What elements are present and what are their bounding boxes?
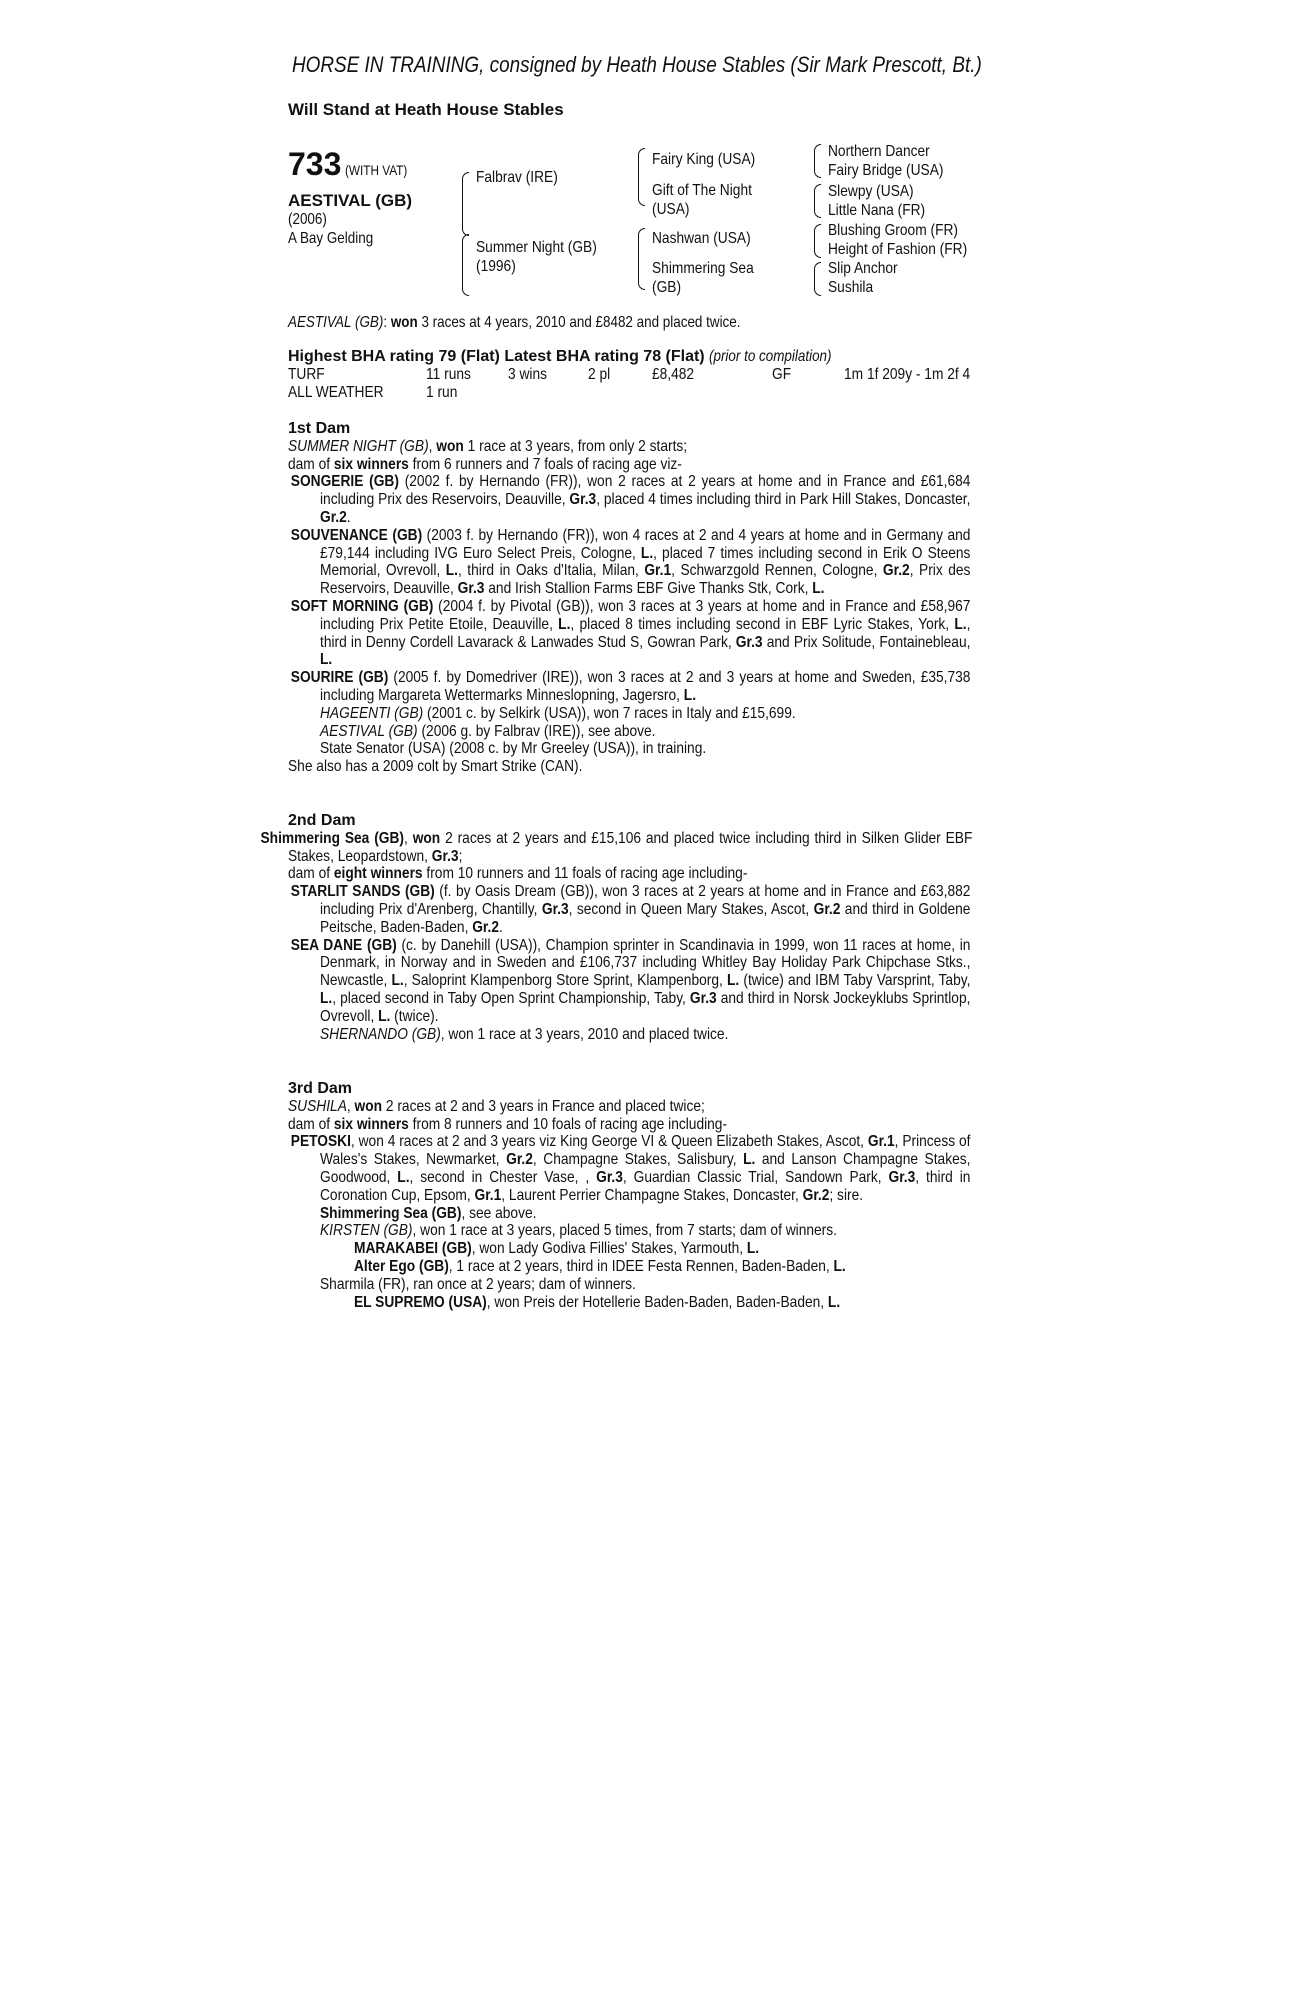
- produce-text: , placed 7 times including second in Erik O Steens Memorial, Ovrevoll,: [320, 544, 971, 580]
- second-dam-section: 2nd Dam Shimmering Sea (GB), won 2 races at 2 years and £15,106 and placed twice including third in Silken Glider EBF Stakes, Leopardstown, Gr.3; dam of eight winners from 10 runners and 11 foals of racing age including- STARLIT SANDS (GB) (f. by Oasis Dream (GB)), won 3 races at 2 years at home and in France and £63,882 including Prix d'Arenberg, Chantilly, Gr.3, second in Queen Mary Stakes, Ascot, Gr.2 and third in Goldene Peitsche, Baden-Baden, Gr.2. SEA DANE (GB) (c. by Danehill (USA)), Champion sprinter in Scandinavia in 1999, won 11 races at home, in Denmark, in Norway and in Sweden and £106,737 including Whitley Bay Holiday Park Chipchase Stks., Newcastle, L., Saloprint Klampenborg Store Sprint, Klampenborg, L. (twice) and IBM Taby Varsprint, Taby, L., placed second in Taby Open Sprint Championship, Taby, Gr.3 and third in Norsk Jockeyklubs Sprintlop, Ovrevoll, L. (twice). SHERNANDO (GB), won 1 race at 3 years, 2010 and placed twice.: [288, 812, 1006, 1043]
- pedigree-sire-dam-origin: (USA): [652, 201, 690, 218]
- produce-name: AESTIVAL (GB): [320, 722, 418, 740]
- pedigree-brace: [638, 228, 645, 290]
- stats-wins: 3 wins: [508, 366, 548, 383]
- race-stats-table: [288, 366, 1028, 401]
- produce-text: (2001 c. by Selkirk (USA)), won 7 races in Italy and £15,699.: [423, 704, 796, 722]
- grade-label: Gr.3: [457, 580, 485, 598]
- pedigree-dam: Summer Night (GB): [476, 239, 597, 256]
- grade-label: L.: [320, 651, 333, 669]
- grade-label: Gr.2: [320, 508, 347, 526]
- produce-text: , won 1 race at 3 years, placed 5 times, from 7 starts; dam of winners.: [412, 1222, 837, 1240]
- dam-record: 2 races at 2 and 3 years in France and placed twice;: [382, 1097, 705, 1115]
- pedigree-dam-sire: Nashwan (USA): [652, 230, 751, 247]
- pedigree-dss: Blushing Groom (FR): [828, 222, 958, 239]
- won-label: won: [354, 1097, 383, 1115]
- won-label: won: [436, 437, 464, 455]
- grade-label: Gr.2: [813, 900, 841, 918]
- summary-won: won: [390, 314, 418, 331]
- produce-entry: [288, 1026, 1006, 1044]
- produce-text: , third in Coronation Cup, Epsom,: [320, 1168, 971, 1204]
- grade-label: Gr.3: [735, 633, 763, 651]
- grade-label: L.: [726, 972, 740, 990]
- produce-name: SEA DANE (GB): [290, 936, 397, 954]
- grade-label: L.: [746, 1240, 760, 1258]
- produce-text: , third in Denny Cordell Lavarack & Lanwades Stud S, Gowran Park,: [320, 615, 971, 651]
- grade-label: L.: [640, 544, 654, 562]
- produce-text: and Irish Stallion Farms EBF Give Thanks Stk, Cork,: [484, 580, 813, 598]
- stats-runs: 11 runs: [426, 366, 471, 383]
- produce-text: , 1 race at 2 years, third in IDEE Festa Rennen, Baden-Baden,: [448, 1257, 834, 1275]
- bha-rating: [288, 348, 855, 366]
- grade-label: L.: [743, 1151, 756, 1169]
- produce-entry: [288, 1133, 1006, 1204]
- stats-runs: 1 run: [426, 383, 458, 401]
- produce-text: , Saloprint Klampenborg Store Sprint, Klampenborg,: [403, 972, 727, 990]
- dam-name: SUSHILA: [288, 1097, 347, 1115]
- dam-of-label: dam of: [288, 455, 334, 473]
- pedigree-sds: Slewpy (USA): [828, 183, 914, 200]
- first-dam-section: 1st Dam SUMMER NIGHT (GB), won 1 race at 3 years, from only 2 starts; dam of six winners from 6 runners and 7 foals of racing age viz- SONGERIE (GB) (2002 f. by Hernando (FR)), won 2 races at 2 years at home and in France and £61,684 including Prix des Reservoirs, Deauville, Gr.3, placed 4 times including third in Park Hill Stakes, Doncaster, Gr.2. SOUVENANCE (GB) (2003 f. by Hernando (FR)), won 4 races at 2 and 4 years at home and in Germany and £79,144 including IVG Euro Select Preis, Cologne, L., placed 7 times including second in Erik O Steens Memorial, Ovrevoll, L., third in Oaks d'Italia, Milan, Gr.1, Schwarzgold Rennen, Cologne, Gr.2, Prix des Reservoirs, Deauville, Gr.3 and Irish Stallion Farms EBF Give Thanks Stk, Cork, L. SOFT MORNING (GB) (2004 f. by Pivotal (GB)), won 3 races at 3 years at home and in France and £58,967 including Prix Petite Etoile, Deauville, L., placed 8 times including second in EBF Lyric Stakes, York, L., third in Denny Cordell Lavarack & Lanwades Stud S, Gowran Park, Gr.3 and Prix Solitude, Fontainebleau, L. SOURIRE (GB) (2005 f. by Domedriver (IRE)), won 3 races at 2 and 3 years at home and Sweden, £35,738 including Margareta Wettermarks Minneslopning, Jagersro, L. HAGEENTI (GB) (2001 c. by Selkirk (USA)), won 7 races in Italy and £15,699. AESTIVAL (GB) (2006 g. by Falbrav (IRE)), see above. State Senator (USA) (2008 c. by Mr Greeley (USA)), in training. She also has a 2009 colt by Smart Strike (CAN).: [288, 420, 1006, 776]
- dam-of-label: dam of: [288, 865, 334, 883]
- produce-text: (twice).: [390, 1007, 439, 1025]
- dam-record: ;: [458, 847, 463, 865]
- third-dam-section: 3rd Dam SUSHILA, won 2 races at 2 and 3 years in France and placed twice; dam of six winners from 8 runners and 10 foals of racing age including- PETOSKI, won 4 races at 2 and 3 years viz King George VI & Queen Elizabeth Stakes, Ascot, Gr.1, Princess of Wales's Stakes, Newmarket, Gr.2, Champagne Stakes, Salisbury, L. and Lanson Champagne Stakes, Goodwood, L., second in Chester Vase, , Gr.3, Guardian Classic Trial, Sandown Park, Gr.3, third in Coronation Cup, Epsom, Gr.1, Laurent Perrier Champagne Stakes, Doncaster, Gr.2; sire. Shimmering Sea (GB), see above. KIRSTEN (GB), won 1 race at 3 years, placed 5 times, from 7 starts; dam of winners. MARAKABEI (GB), won Lady Godiva Fillies' Stakes, Yarmouth, L. Alter Ego (GB), 1 race at 2 years, third in IDEE Festa Rennen, Baden-Baden, L. Sharmila (FR), ran once at 2 years; dam of winners. EL SUPREMO (USA), won Preis der Hotellerie Baden-Baden, Baden-Baden, L.: [288, 1080, 1006, 1311]
- grade-label: Gr.2: [882, 562, 910, 580]
- dam-produce-summary: from 10 runners and 11 foals of racing age including-: [422, 865, 748, 883]
- produce-text: , won Lady Godiva Fillies' Stakes, Yarmouth,: [471, 1240, 747, 1258]
- stats-surface: ALL WEATHER: [288, 383, 384, 401]
- stats-distance: 1m 1f 209y - 1m 2f 4: [844, 366, 971, 383]
- produce-entry: [288, 1258, 1006, 1276]
- pedigree-brace: [814, 144, 821, 178]
- grade-label: Gr.3: [596, 1168, 623, 1186]
- produce-text: , Laurent Perrier Champagne Stakes, Doncaster,: [501, 1186, 803, 1204]
- grade-label: Gr.3: [541, 900, 569, 918]
- produce-entry: [288, 598, 1006, 669]
- produce-entry: [288, 705, 1006, 723]
- produce-text: , third in Oaks d'Italia, Milan,: [457, 562, 645, 580]
- produce-text: , Prix des Reservoirs, Deauville,: [320, 562, 971, 598]
- pedigree-dsd: Height of Fashion (FR): [828, 241, 968, 258]
- produce-entry: [288, 883, 1006, 936]
- dam-record: 1 race at 3 years, from only 2 starts;: [463, 437, 688, 455]
- produce-entry: [288, 527, 1006, 598]
- grade-label: L.: [320, 989, 333, 1007]
- grade-label: Gr.3: [689, 989, 717, 1007]
- pedigree-brace: [814, 184, 821, 218]
- pedigree-sire-dam: Gift of The Night: [652, 182, 752, 199]
- pedigree-brace: [638, 148, 645, 206]
- produce-text: , won 4 races at 2 and 3 years viz King George VI & Queen Elizabeth Stakes, Ascot,: [350, 1133, 868, 1151]
- produce-name: HAGEENTI (GB): [320, 704, 424, 722]
- produce-text: .: [499, 918, 503, 936]
- grade-label: L.: [683, 686, 697, 704]
- produce-name: PETOSKI: [290, 1133, 351, 1151]
- grade-label: L.: [812, 580, 825, 598]
- grade-label: Gr.2: [506, 1151, 533, 1169]
- dam-produce-summary: from 6 runners and 7 foals of racing age viz-: [408, 455, 682, 473]
- produce-text: , won Preis der Hotellerie Baden-Baden, Baden-Baden,: [486, 1293, 828, 1311]
- grade-label: Gr.3: [569, 491, 597, 509]
- produce-text: (twice) and IBM Taby Varsprint, Taby,: [739, 972, 971, 990]
- produce-entry: [288, 1294, 1006, 1312]
- produce-text: (2006 g. by Falbrav (IRE)), see above.: [417, 722, 656, 740]
- grade-label: L.: [378, 1007, 391, 1025]
- produce-name: Alter Ego (GB): [354, 1257, 449, 1275]
- will-stand-note: Will Stand at Heath House Stables: [288, 100, 564, 119]
- grade-label: L.: [558, 615, 571, 633]
- dam-name: Shimmering Sea (GB): [260, 829, 405, 847]
- produce-entry: [288, 669, 1006, 705]
- produce-text: State Senator (USA) (2008 c. by Mr Greeley (USA)), in training.: [320, 740, 707, 758]
- produce-text: (2004 f. by Pivotal (GB)), won 3 races at 3 years at home and in France and £58,967 including Prix Petite Etoile, Deauville,: [320, 597, 971, 633]
- stats-row-turf: [288, 366, 1028, 384]
- produce-entry: [288, 1205, 1006, 1223]
- produce-text: and Lanson Champagne Stakes, Goodwood,: [320, 1151, 971, 1186]
- produce-text: ; sire.: [829, 1186, 864, 1204]
- produce-entry: [288, 1276, 1006, 1294]
- produce-text: She also has a 2009 colt by Smart Strike (CAN).: [288, 758, 583, 776]
- produce-name: KIRSTEN (GB): [320, 1222, 413, 1240]
- produce-name: SOFT MORNING (GB): [290, 597, 434, 615]
- pedigree-dam-dam: Shimmering Sea: [652, 260, 754, 277]
- pedigree-sire-sire: Fairy King (USA): [652, 151, 756, 168]
- horse-description: A Bay Gelding: [288, 230, 374, 247]
- pedigree-sss: Northern Dancer: [828, 143, 930, 160]
- produce-text: and third in Norsk Jockeyklubs Sprintlop, Ovrevoll,: [320, 989, 971, 1025]
- produce-text: , second in Queen Mary Stakes, Ascot,: [568, 900, 814, 918]
- horse-name: AESTIVAL (GB): [288, 191, 413, 210]
- produce-text: and third in Goldene Peitsche, Baden-Baden,: [320, 900, 971, 936]
- summary-horse-name: AESTIVAL (GB): [288, 314, 384, 331]
- grade-label: L.: [445, 562, 458, 580]
- produce-entry: [288, 473, 1006, 526]
- produce-text: , won 1 race at 3 years, 2010 and placed twice.: [440, 1025, 729, 1043]
- pedigree-brace: [462, 234, 469, 296]
- produce-text: Sharmila (FR), ran once at 2 years; dam of winners.: [320, 1275, 636, 1293]
- stats-row-all-weather: [288, 384, 1028, 402]
- pedigree-dds: Slip Anchor: [828, 260, 898, 277]
- produce-entry: [288, 1240, 1006, 1258]
- produce-name: Shimmering Sea (GB): [320, 1204, 462, 1222]
- page-header: HORSE IN TRAINING, consigned by Heath House Stables (Sir Mark Prescott, Bt.): [292, 52, 982, 77]
- won-label: won: [412, 829, 441, 847]
- horse-year: (2006): [288, 211, 327, 228]
- pedigree-dam-dam-origin: (GB): [652, 279, 682, 296]
- produce-name: STARLIT SANDS (GB): [290, 883, 435, 901]
- produce-text: , see above.: [461, 1204, 537, 1222]
- produce-text: , Guardian Classic Trial, Sandown Park,: [622, 1168, 889, 1186]
- lot-number: 733: [288, 146, 342, 182]
- produce-text: (2003 f. by Hernando (FR)), won 4 races at 2 and 4 years at home and in Germany and £79,144 including IVG Euro Select Preis, Cologne,: [320, 526, 971, 562]
- produce-text: and Prix Solitude, Fontainebleau,: [762, 633, 971, 651]
- produce-text: .: [346, 508, 351, 526]
- produce-name: SOUVENANCE (GB): [290, 526, 423, 544]
- dam-record: 2 races at 2 years and £15,106 and placed twice including third in Silken Glider EBF Stakes, Leopardstown,: [288, 829, 973, 865]
- produce-text: , Champagne Stakes, Salisbury,: [532, 1151, 744, 1169]
- produce-text: , Princess of Wales's Stakes, Newmarket,: [320, 1133, 971, 1169]
- winners-count: six winners: [333, 455, 409, 473]
- rating-note: (prior to compilation): [709, 348, 832, 365]
- grade-label: Gr.1: [867, 1133, 895, 1151]
- produce-entry: [288, 1222, 1006, 1240]
- grade-label: L.: [397, 1168, 410, 1186]
- third-dam-heading: 3rd Dam: [288, 1080, 353, 1097]
- second-dam-heading: 2nd Dam: [288, 812, 356, 829]
- stats-placed: 2 pl: [588, 366, 611, 383]
- produce-note: [288, 758, 1006, 776]
- horse-identity: [288, 191, 412, 248]
- grade-label: Gr.2: [472, 918, 500, 936]
- dam-produce-summary: from 8 runners and 10 foals of racing age including-: [408, 1115, 728, 1133]
- produce-text: , placed second in Taby Open Sprint Championship, Taby,: [332, 989, 690, 1007]
- produce-entry: [288, 740, 1006, 758]
- produce-text: (c. by Danehill (USA)), Champion sprinter in Scandinavia in 1999, won 11 races at home, in Denmark, in Norway and in Sweden and £106,737 including Whitley Bay Holiday Park Chipchase Stks., Newcastle,: [320, 936, 971, 990]
- grade-label: Gr.1: [644, 562, 672, 580]
- produce-text: , Schwarzgold Rennen, Cologne,: [671, 562, 883, 580]
- grade-label: Gr.1: [474, 1186, 502, 1204]
- dam-of-label: dam of: [288, 1115, 334, 1133]
- pedigree-ssd: Fairy Bridge (USA): [828, 162, 944, 179]
- produce-name: MARAKABEI (GB): [354, 1240, 472, 1258]
- race-summary: AESTIVAL (GB): won 3 races at 4 years, 2010 and £8482 and placed twice.: [288, 314, 741, 331]
- dam-name: SUMMER NIGHT (GB): [288, 437, 429, 455]
- produce-name: EL SUPREMO (USA): [354, 1293, 487, 1311]
- produce-text: (2005 f. by Domedriver (IRE)), won 3 races at 2 and 3 years at home and Sweden, £35,738 including Margareta Wettermarks Minneslopning, Jagersro,: [320, 669, 971, 704]
- winners-count: eight winners: [333, 865, 423, 883]
- pedigree-sire: Falbrav (IRE): [476, 169, 558, 186]
- rating-values: Highest BHA rating 79 (Flat) Latest BHA rating 78 (Flat): [288, 348, 705, 365]
- stats-surface: TURF: [288, 366, 325, 383]
- summary-rest: 3 races at 4 years, 2010 and £8482 and placed twice.: [417, 314, 741, 331]
- lot-number-block: [288, 146, 420, 183]
- produce-text: (2002 f. by Hernando (FR)), won 2 races at 2 years at home and in France and £61,684 including Prix des Reservoirs, Deauville,: [320, 473, 971, 509]
- produce-text: , second in Chester Vase, ,: [409, 1168, 597, 1186]
- produce-name: SHERNANDO (GB): [320, 1025, 441, 1043]
- pedigree-ddd: Sushila: [828, 279, 874, 296]
- grade-label: L.: [827, 1293, 841, 1311]
- grade-label: L.: [391, 972, 404, 990]
- grade-label: Gr.2: [802, 1186, 830, 1204]
- grade-label: Gr.3: [431, 847, 459, 865]
- grade-label: L.: [954, 615, 967, 633]
- stats-going: GF: [772, 366, 792, 383]
- pedigree-dam-year: (1996): [476, 258, 516, 275]
- pedigree-sdd: Little Nana (FR): [828, 202, 926, 219]
- produce-entry: [288, 723, 1006, 741]
- first-dam-heading: 1st Dam: [288, 420, 351, 437]
- winners-count: six winners: [333, 1115, 409, 1133]
- vat-note: (WITH VAT): [345, 162, 408, 178]
- produce-name: SONGERIE (GB): [290, 473, 399, 491]
- grade-label: L.: [833, 1257, 846, 1275]
- stats-earnings: £8,482: [652, 366, 695, 383]
- pedigree-brace: [814, 262, 821, 296]
- grade-label: Gr.3: [888, 1168, 916, 1186]
- produce-name: SOURIRE (GB): [290, 669, 389, 687]
- pedigree-brace: [462, 172, 469, 236]
- produce-text: , placed 8 times including second in EBF Lyric Stakes, York,: [570, 615, 955, 633]
- produce-entry: [288, 937, 1006, 1026]
- pedigree-brace: [814, 224, 821, 258]
- produce-text: (f. by Oasis Dream (GB)), won 3 races at 2 years at home and in France and £63,882 including Prix d'Arenberg, Chantilly,: [320, 883, 971, 918]
- produce-text: , placed 4 times including third in Park Hill Stakes, Doncaster,: [596, 491, 971, 509]
